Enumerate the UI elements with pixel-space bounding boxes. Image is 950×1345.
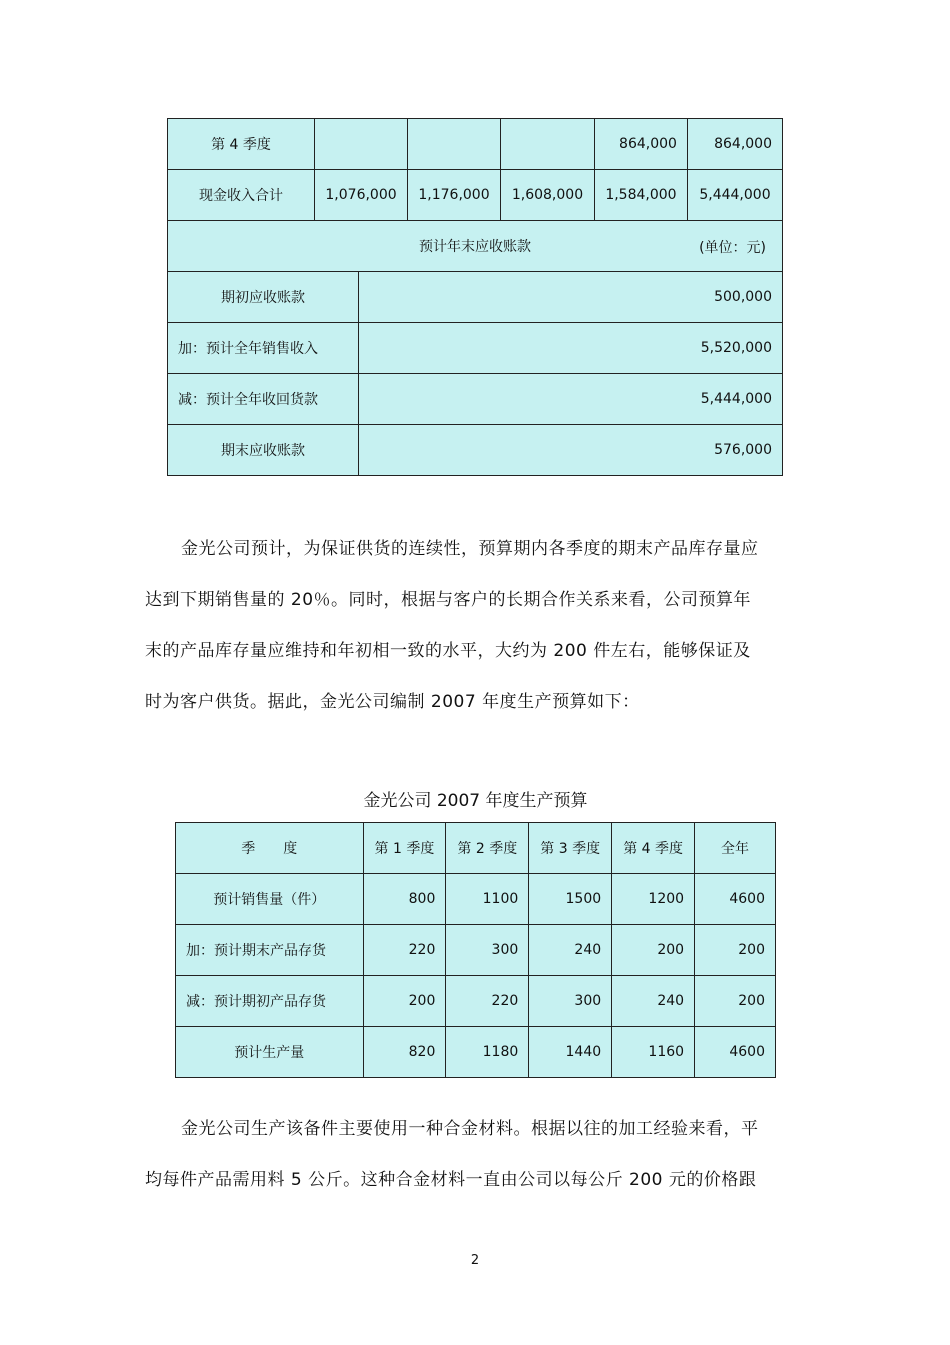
table-row bbox=[168, 272, 783, 323]
text-line: 时为客户供货。据此，金光公司编制 2007 年度生产预算如下： bbox=[145, 692, 640, 712]
paragraph bbox=[145, 1104, 805, 1206]
row-label: 现金收入合计 bbox=[168, 170, 315, 221]
cell bbox=[315, 119, 408, 170]
cell: 5,444,000 bbox=[359, 374, 783, 425]
cell: 1,076,000 bbox=[315, 170, 408, 221]
cell: 240 bbox=[612, 976, 695, 1027]
row-label: 期初应收账款 bbox=[168, 272, 359, 323]
unit-label: (单位：元) bbox=[699, 240, 766, 256]
cell: 1,608,000 bbox=[501, 170, 595, 221]
text-line: 达到下期销售量的 20％。同时，根据与客户的长期合作关系来看，公司预算年 bbox=[145, 590, 752, 610]
table-row bbox=[168, 221, 783, 272]
cell: 864,000 bbox=[687, 119, 782, 170]
column-header: 第 3 季度 bbox=[529, 823, 612, 874]
row-label: 减：预计全年收回货款 bbox=[168, 374, 359, 425]
cell: 1200 bbox=[612, 874, 695, 925]
text-line: 末的产品库存量应维持和年初相一致的水平，大约为 200 件左右，能够保证及 bbox=[145, 641, 751, 661]
paragraph bbox=[145, 524, 805, 728]
table-row bbox=[168, 170, 783, 221]
section-title: 预计年末应收账款 bbox=[419, 239, 531, 255]
cell: 200 bbox=[363, 976, 446, 1027]
cell: 864,000 bbox=[594, 119, 687, 170]
table-row bbox=[176, 925, 776, 976]
row-label: 加：预计期末产品存货 bbox=[176, 925, 364, 976]
cell: 240 bbox=[529, 925, 612, 976]
cell: 1180 bbox=[446, 1027, 529, 1078]
table-title: 金光公司 2007 年度生产预算 bbox=[363, 791, 588, 811]
cell: 5,520,000 bbox=[359, 323, 783, 374]
production-budget-table bbox=[175, 822, 776, 1078]
table-row bbox=[176, 874, 776, 925]
table-header-row bbox=[176, 823, 776, 874]
receivable-section-title bbox=[168, 221, 783, 272]
table-row bbox=[168, 119, 783, 170]
cell: 1160 bbox=[612, 1027, 695, 1078]
cell: 220 bbox=[446, 976, 529, 1027]
column-header: 季 度 bbox=[176, 823, 364, 874]
row-label: 加：预计全年销售收入 bbox=[168, 323, 359, 374]
cell: 4600 bbox=[695, 874, 776, 925]
cell: 4600 bbox=[695, 1027, 776, 1078]
cell: 5,444,000 bbox=[687, 170, 782, 221]
cell: 1,584,000 bbox=[594, 170, 687, 221]
text-line: 均每件产品需用料 5 公斤。这种合金材料一直由公司以每公斤 200 元的价格跟 bbox=[145, 1170, 757, 1190]
cell bbox=[408, 119, 501, 170]
row-label: 减：预计期初产品存货 bbox=[176, 976, 364, 1027]
cell: 576,000 bbox=[359, 425, 783, 476]
cell: 500,000 bbox=[359, 272, 783, 323]
row-label: 第 4 季度 bbox=[168, 119, 315, 170]
row-label: 预计销售量（件） bbox=[176, 874, 364, 925]
cell: 200 bbox=[695, 976, 776, 1027]
table-row bbox=[176, 976, 776, 1027]
table-row bbox=[168, 374, 783, 425]
table-row bbox=[176, 1027, 776, 1078]
text-line: 金光公司预计，为保证供货的连续性，预算期内各季度的期末产品库存量应 bbox=[181, 539, 759, 559]
cell: 300 bbox=[446, 925, 529, 976]
cash-receipts-table bbox=[167, 118, 783, 476]
cell: 1,176,000 bbox=[408, 170, 501, 221]
text-line: 金光公司生产该备件主要使用一种合金材料。根据以往的加工经验来看，平 bbox=[181, 1119, 759, 1139]
cell: 1500 bbox=[529, 874, 612, 925]
column-header: 第 2 季度 bbox=[446, 823, 529, 874]
cell: 1440 bbox=[529, 1027, 612, 1078]
column-header: 第 1 季度 bbox=[363, 823, 446, 874]
column-header: 全年 bbox=[695, 823, 776, 874]
cell: 200 bbox=[612, 925, 695, 976]
row-label: 期末应收账款 bbox=[168, 425, 359, 476]
cell: 200 bbox=[695, 925, 776, 976]
cell: 1100 bbox=[446, 874, 529, 925]
cell: 220 bbox=[363, 925, 446, 976]
table-row bbox=[168, 323, 783, 374]
cell: 820 bbox=[363, 1027, 446, 1078]
page-number: 2 bbox=[470, 1253, 480, 1268]
cell bbox=[501, 119, 595, 170]
row-label: 预计生产量 bbox=[176, 1027, 364, 1078]
column-header: 第 4 季度 bbox=[612, 823, 695, 874]
table-row bbox=[168, 425, 783, 476]
cell: 800 bbox=[363, 874, 446, 925]
cell: 300 bbox=[529, 976, 612, 1027]
